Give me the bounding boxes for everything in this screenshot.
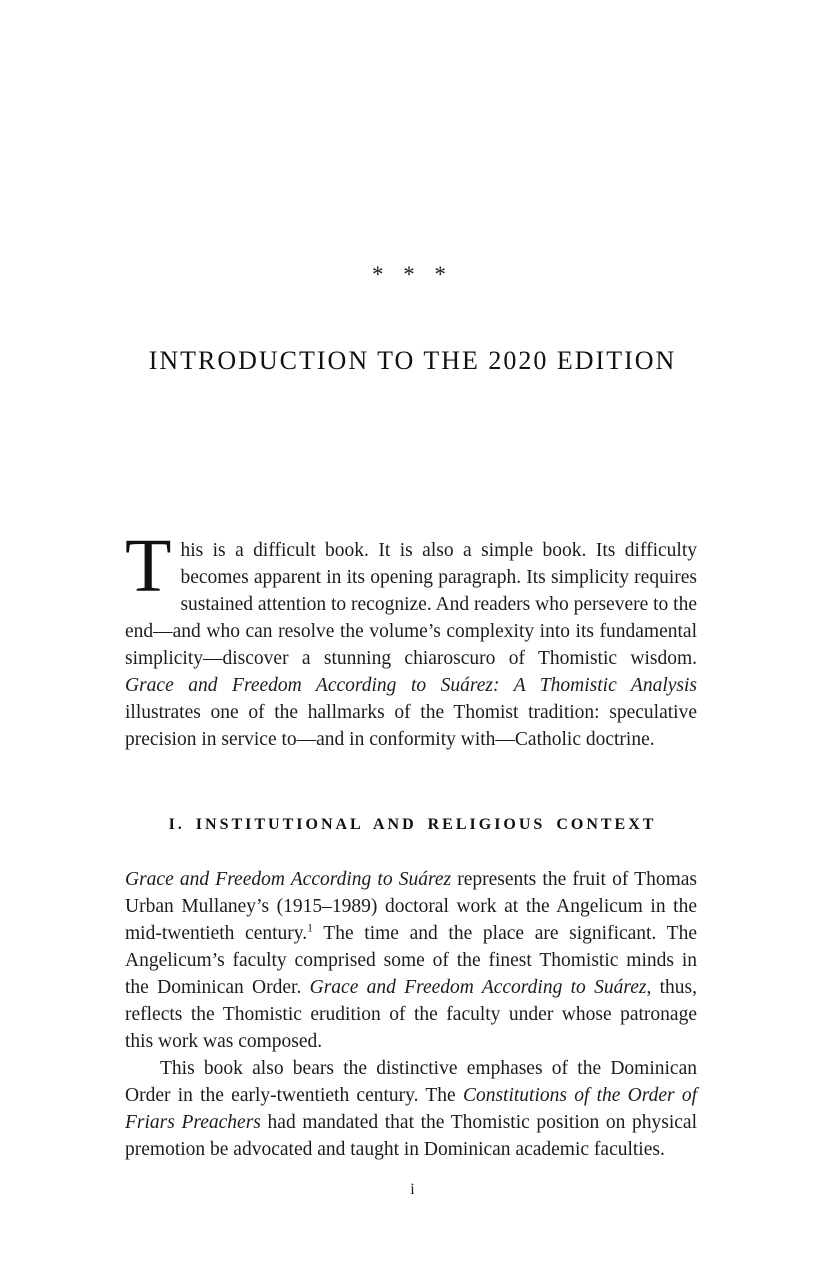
section-heading: I. INSTITUTIONAL AND RELIGIOUS CONTEXT — [168, 816, 657, 833]
italic-title-text: Constitutions of the Order of Friars Preachers — [125, 1085, 697, 1133]
body-text: his is a difficult book. It is also a simple book. Its difficulty becomes apparent in its opening paragraph. Its simplicity requires sustained attention to recognize. And readers who persevere to the end—and who can resolve the volume’s complexity into its fundamental simplicity—discover a stunning chiaroscuro of Thomistic wisdom. — [125, 540, 698, 669]
section-break-ornament: * * * — [372, 262, 453, 287]
body-paragraph — [125, 866, 697, 1055]
body-text: The time and the place are significant. The Angelicum’s faculty comprised some of the finest Thomistic minds in the Dominican Order. — [125, 923, 697, 998]
body-text: represents the fruit of Thomas Urban Mullaney’s (1915–1989) doctoral work at the Angelicum in the mid-twentieth century. — [125, 869, 697, 944]
italic-title-text: Grace and Freedom According to Suárez — [309, 977, 647, 998]
body-text: This book also bears the distinctive emphases of the Dominican Order in the early-twentieth century. The — [125, 1058, 697, 1106]
italic-title-text: Grace and Freedom According to Suárez — [125, 869, 452, 890]
section-text-block — [125, 866, 697, 1163]
drop-cap: T — [125, 524, 172, 608]
opening-text-block — [125, 524, 698, 753]
body-text: illustrates one of the hallmarks of the Thomist tradition: speculative precision in service to—and in conformity with—Catholic doctrine. — [125, 702, 697, 750]
page-number: i — [410, 1181, 415, 1198]
body-text: had mandated that the Thomistic position on physical premotion be advocated and taught in Dominican academic faculties. — [125, 1112, 698, 1160]
body-text: , thus, reflects the Thomistic erudition of the faculty under whose patronage this work was composed. — [125, 977, 698, 1052]
footnote-reference: 1 — [307, 921, 313, 935]
opening-paragraph — [125, 524, 698, 753]
chapter-title: INTRODUCTION TO THE 2020 EDITION — [148, 346, 677, 375]
italic-title-text: Grace and Freedom According to Suárez: A Thomistic Analysis — [125, 675, 697, 696]
body-paragraph — [125, 1055, 697, 1163]
